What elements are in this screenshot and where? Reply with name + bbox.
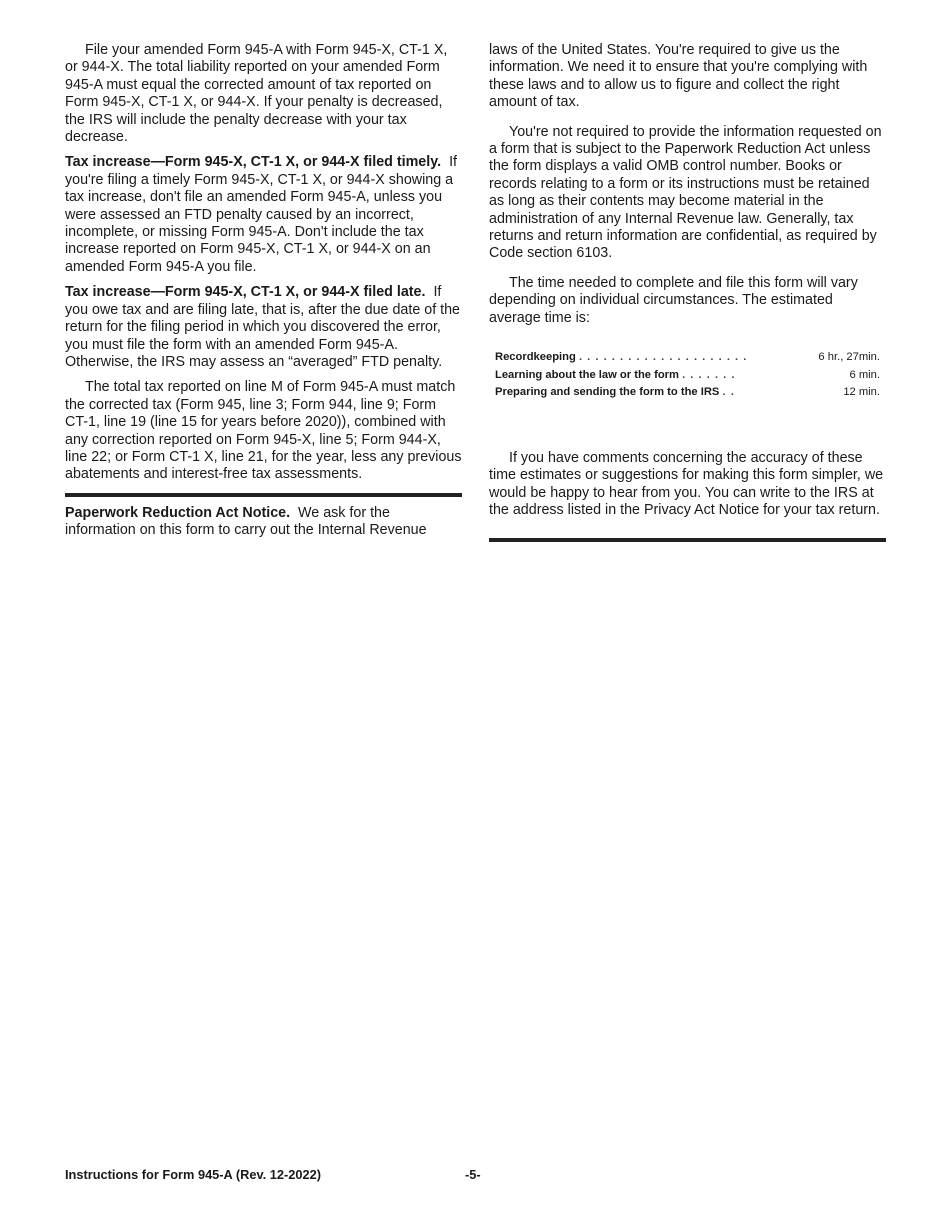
time-row-learning [489, 367, 886, 385]
amended-form-paragraph: File your amended Form 945-A with Form 945-X, CT-1 X, or 944-X. The total liability reported on your amended Form 945-A must equal the corrected amount of tax reported on Form 945-X, CT-1 X, or 944-X. If your penalty is decreased, the IRS will include the penalty decrease with your tax decrease. [65, 42, 448, 146]
tax-increase-late-body: If you owe tax and are filing late, that is, after the due date of the return for the filing period in which you discovered the error, you must file the form with an amended Form 945-A. Otherwise, the IRS may assess an “averaged” FTD penalty. [65, 284, 461, 370]
tax-increase-timely-heading: Tax increase—Form 945-X, CT-1 X, or 944-X filed timely. [65, 154, 442, 171]
total-tax-paragraph: The total tax reported on line M of Form 945-A must match the corrected tax (Form 945, line 3; Form 944, line 9; Form CT-1, line 19 (line 15 for years before 2020)), combined with any correction reported on Form 945-X, line 5; Form 944-X, line 22; or Form CT-1 X, line 21, for the year, less any previous abatements and interest-free tax assessments. [65, 379, 462, 483]
leader-dots: . . . . . . . . . . . . . . . . . . . . . [578, 351, 748, 364]
leader-dots: . . . . . . . [682, 368, 736, 381]
time-needed-paragraph: The time needed to complete and file this form will vary depending on individual circumstances. The estimated average time is: [489, 274, 858, 326]
comments-paragraph: If you have comments concerning the accuracy of these time estimates or suggestions for making this form simpler, we would be happy to hear from you. You can write to the IRS at the address listed in the Privacy Act Notice for your tax return. [489, 449, 884, 519]
paperwork-reduction-body: We ask for the information on this form to carry out the Internal Revenue [65, 504, 427, 539]
left-column [65, 42, 462, 548]
tax-increase-late-heading: Tax increase—Form 945-X, CT-1 X, or 944-X filed late. [65, 284, 426, 301]
laws-continuation-paragraph: laws of the United States. You're required to give us the information. We need it to ensure that you're complying with these laws and to allow us to figure and collect the right amount of tax. [489, 42, 868, 111]
omb-paragraph: You're not required to provide the information requested on a form that is subject to the Paperwork Reduction Act unless the form displays a valid OMB control number. Books or records relating to a form or its instructions must be retained as long as their contents may become material in the administration of any Internal Revenue law. Generally, tax returns and return information are confidential, as required by Code section 6103. [489, 123, 882, 262]
time-label: Recordkeeping [495, 351, 576, 364]
paperwork-reduction-heading: Paperwork Reduction Act Notice. [65, 504, 291, 521]
time-label: Preparing and sending the form to the IRS [495, 386, 720, 399]
time-value: 6 min. [849, 368, 880, 381]
time-value: 12 min. [843, 386, 880, 399]
page-number: -5- [465, 1167, 481, 1182]
time-row-preparing [489, 384, 886, 402]
paperwork-reduction-paragraph [65, 505, 462, 540]
spacer [489, 402, 886, 450]
section-divider [65, 493, 462, 497]
end-divider [489, 538, 886, 542]
time-label: Learning about the law or the form [495, 368, 679, 381]
leader-dots: . . [722, 386, 735, 399]
right-column [489, 42, 886, 542]
time-value: 6 hr., 27min. [818, 351, 880, 364]
tax-increase-timely-body: If you're filing a timely Form 945-X, CT-1 X, or 944-X showing a tax increase, don't file an amended Form 945-A, unless you were assessed an FTD penalty caused by an incorrect, incomplete, or missing Form 945-A. Don't include the tax increase reported on Form 945-X, CT-1 X, or 944-X on an amended Form 945-A you file. [65, 154, 458, 275]
time-row-recordkeeping [489, 349, 886, 367]
tax-increase-timely-paragraph [65, 154, 462, 276]
time-estimates-table [489, 349, 886, 402]
footer-form-title: Instructions for Form 945-A (Rev. 12-2022) [65, 1167, 322, 1182]
tax-increase-late-paragraph [65, 284, 462, 371]
